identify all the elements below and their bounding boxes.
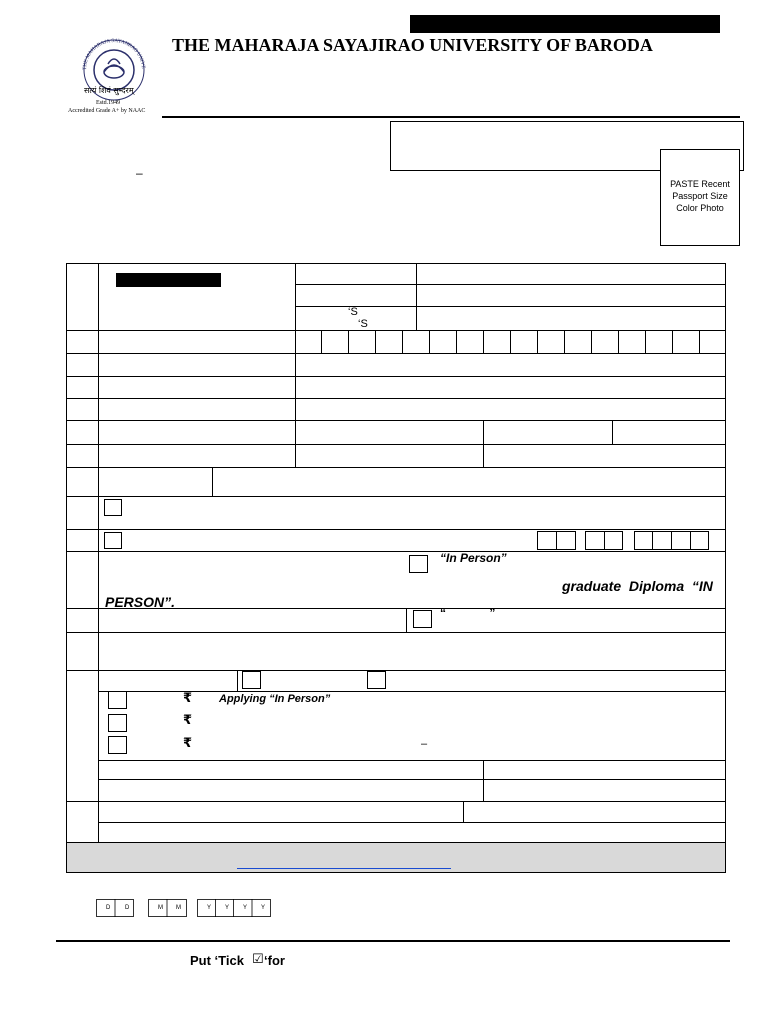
date-letter: Y [207, 905, 212, 911]
grid-line [66, 398, 726, 399]
date-letter: M [176, 905, 181, 911]
fee-3-dash: – [421, 738, 428, 750]
date-letter: D [125, 905, 130, 911]
redaction-bar-top [410, 15, 720, 33]
put-tick-text: Put ‘Tick [190, 953, 244, 968]
checkbox-option-b[interactable] [104, 532, 122, 549]
fee-option-2-checkbox[interactable] [108, 714, 127, 732]
grid-line [66, 444, 726, 445]
grid-line [66, 353, 726, 354]
grid-line [406, 608, 407, 632]
blue-link-underline[interactable] [237, 868, 451, 869]
grid-line [612, 420, 613, 444]
fee-1-rupee: ₹ [183, 691, 193, 706]
grid-line [295, 306, 726, 307]
redaction-bar-name [116, 273, 221, 287]
grid-line [66, 632, 726, 633]
main-form-table [66, 263, 726, 873]
date-letter: D [106, 905, 111, 911]
footer-divider [56, 940, 730, 942]
checkbox-option-d[interactable] [242, 671, 261, 689]
photo-text-1: PASTE Recent [670, 179, 730, 189]
checkbox-option-c[interactable] [413, 610, 432, 628]
date-letter: M [158, 905, 163, 911]
person-end-text: PERSON”. [105, 594, 176, 610]
checkbox-option-e[interactable] [367, 671, 386, 689]
university-name: THE MAHARAJA SAYAJIRAO UNIVERSITY OF BARODA [172, 35, 653, 55]
grid-line [295, 284, 726, 285]
date-boxes-row[interactable] [537, 531, 709, 550]
grid-line [66, 801, 726, 802]
grid-line [66, 376, 726, 377]
fee-option-1-checkbox[interactable] [108, 691, 127, 709]
grid-line [98, 760, 726, 761]
grid-line [98, 822, 726, 823]
for-text: ‘for [264, 953, 285, 968]
logo-motto: सत्यं शिवं सुन्दरम् [84, 86, 134, 95]
grid-line [237, 670, 238, 691]
grid-line [212, 467, 213, 496]
grid-line [66, 420, 726, 421]
date-letter: Y [225, 905, 230, 911]
grid-line [483, 760, 484, 801]
grid-line [66, 529, 726, 530]
logo-estd: Estd.1949 [96, 100, 121, 106]
photo-text-2: Passport Size [672, 191, 728, 201]
tick-icon: ☑ [252, 952, 264, 967]
char-box-row[interactable] [295, 330, 726, 353]
photo-text-3: Color Photo [676, 203, 724, 213]
grid-line [66, 670, 726, 671]
dash-mark: – [136, 166, 143, 180]
date-letter: Y [261, 905, 266, 911]
in-person-text: “In Person” [440, 551, 507, 565]
grid-line [295, 353, 296, 467]
header-divider [162, 116, 740, 118]
graduate-diploma-text: graduate Diploma “IN [562, 578, 713, 594]
grid-line [66, 551, 726, 552]
grid-line [416, 263, 417, 331]
father-label-suffix: ‘S [348, 306, 358, 318]
grid-line [66, 467, 726, 468]
fee-3-rupee: ₹ [183, 736, 193, 751]
fee-1-text: Applying “In Person” [219, 693, 331, 705]
grid-line [66, 496, 726, 497]
in-person-checkbox[interactable] [409, 555, 428, 573]
grid-line [98, 779, 726, 780]
mother-label-suffix: ‘S [358, 318, 368, 330]
logo-ring-text: THE MAHARAJA SAYAJIRAO UNIVE [81, 37, 146, 71]
checkbox-option-a[interactable] [104, 499, 122, 516]
fee-option-3-checkbox[interactable] [108, 736, 127, 754]
date-letter: Y [243, 905, 248, 911]
fee-2-rupee: ₹ [183, 713, 193, 728]
quote-pair-text: “ ” [440, 606, 496, 620]
grid-line [463, 801, 464, 822]
svg-text:THE MAHARAJA SAYAJIRAO UNIVERS [66, 28, 146, 70]
grid-line [98, 691, 726, 692]
grid-line [483, 420, 484, 467]
serial-column-line [98, 263, 99, 843]
accreditation-text: Accredited Grade A+ by NAAC [68, 108, 146, 114]
